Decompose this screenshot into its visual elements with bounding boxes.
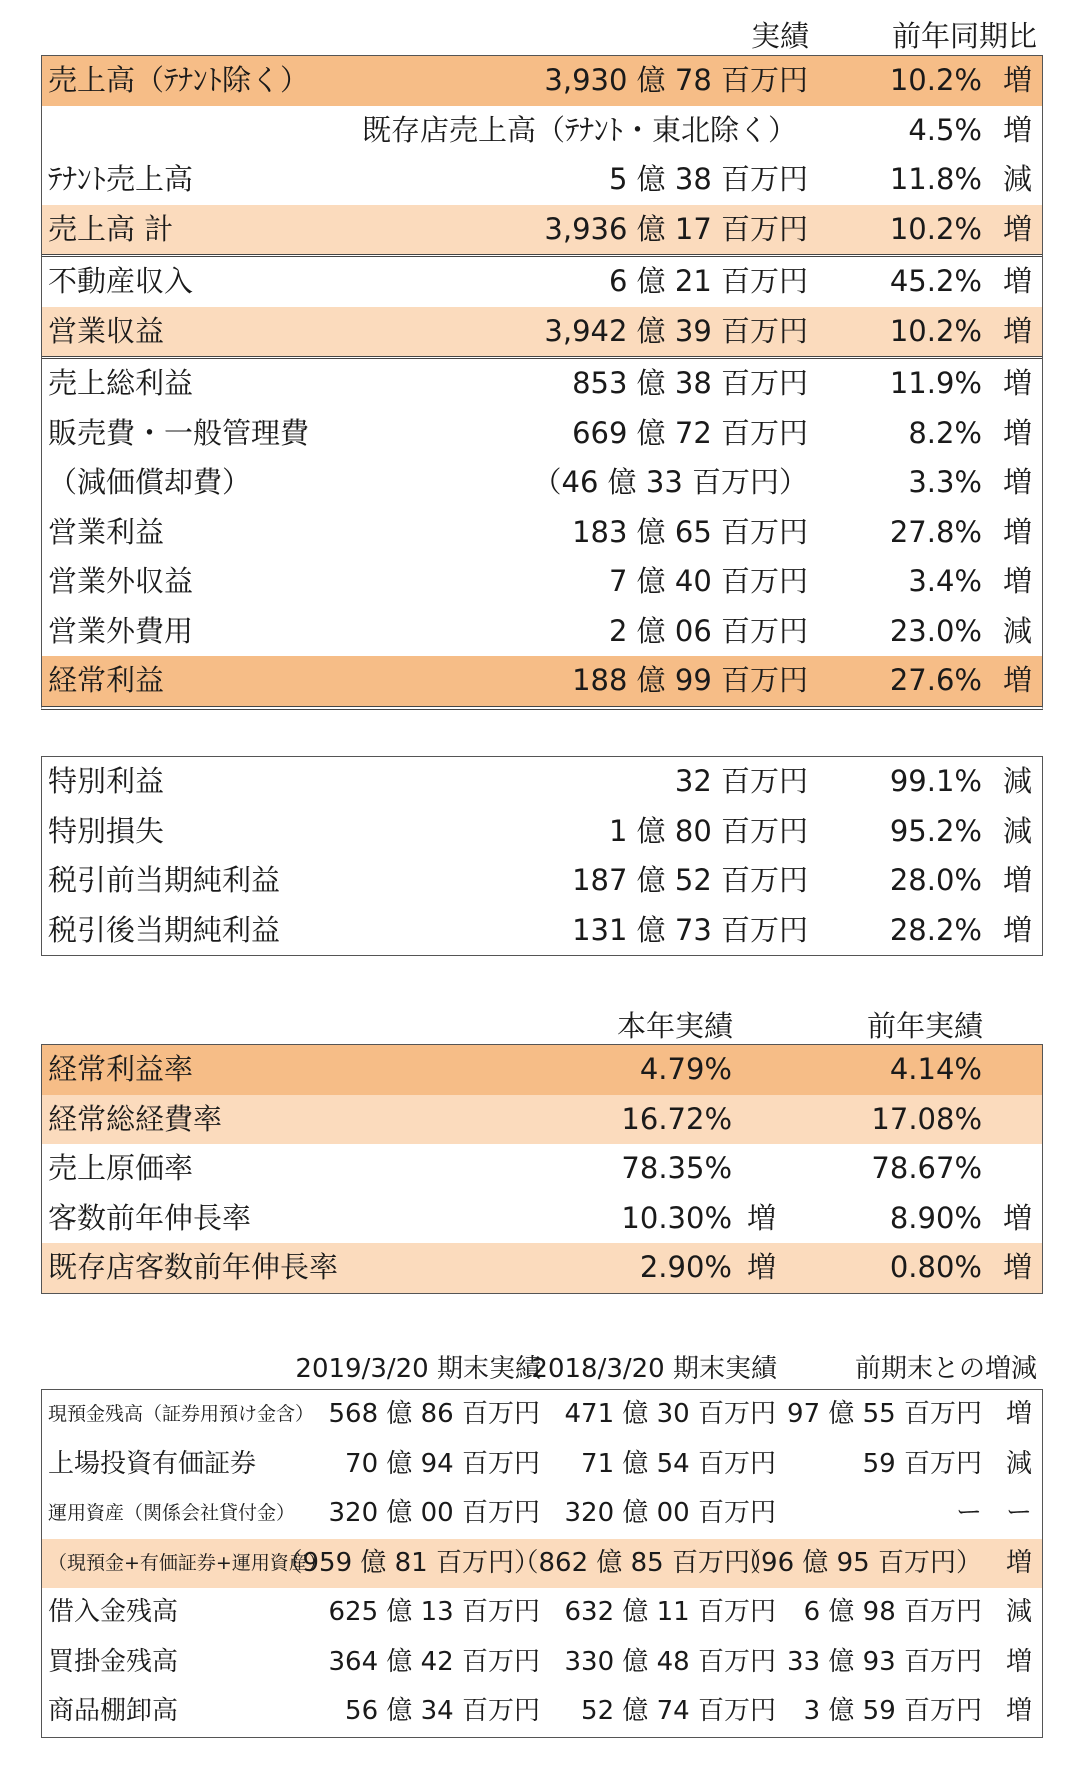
income-table: [41, 55, 1043, 710]
row-direction: 減: [1002, 162, 1032, 196]
row-col1: 56 億 34 百万円: [345, 1696, 540, 1726]
row-current-direction: 増: [746, 1200, 776, 1235]
row-percent: 3.4%: [908, 564, 982, 598]
header-ratios: [41, 1000, 1043, 1044]
row-percent: 28.0%: [889, 863, 982, 897]
row-col1: 568 億 86 百万円: [328, 1399, 540, 1429]
row-previous-direction: 増: [1002, 1200, 1032, 1235]
row-label: 特別利益: [48, 764, 165, 798]
row-direction: 増: [1002, 514, 1032, 549]
ratios-table: [41, 1044, 1043, 1294]
row-col4: 増: [1005, 1696, 1032, 1726]
row-label: 経常総経費率: [48, 1101, 223, 1136]
row-col2: 330 億 48 百万円: [564, 1646, 776, 1677]
table-row: [42, 106, 1042, 156]
table-row: [42, 1095, 1042, 1145]
row-col2: 632 億 11 百万円: [564, 1597, 776, 1627]
row-label: 買掛金残高: [48, 1646, 179, 1677]
table-row: [42, 757, 1042, 807]
row-label: 借入金残高: [48, 1597, 179, 1627]
header-previous: 前年実績: [866, 1009, 983, 1043]
row-col1: 320 億 00 百万円: [328, 1498, 540, 1528]
header-yoy: 前年同期比: [891, 19, 1037, 53]
row-label: 営業外収益: [48, 564, 194, 598]
row-percent: 45.2%: [889, 264, 982, 298]
row-amount: 1 億 80 百万円: [608, 813, 808, 848]
table-row: [42, 906, 1042, 956]
row-col1: （959 億 81 百万円）: [276, 1547, 540, 1578]
table-row: [42, 1243, 1042, 1293]
row-col2: 320 億 00 百万円: [564, 1498, 776, 1528]
row-label: 現預金残高（証券用預け金含）: [48, 1403, 315, 1425]
table-row: [42, 607, 1042, 657]
row-percent: 99.1%: [889, 764, 982, 798]
row-label: 運用資産（関係会社貸付金）: [48, 1502, 296, 1524]
row-direction: 減: [1002, 613, 1032, 648]
row-label: 販売費・一般管理費: [48, 415, 310, 450]
row-current: 10.30%: [621, 1200, 732, 1235]
row-percent: 10.2%: [889, 313, 982, 348]
row-col3: 3 億 59 百万円: [803, 1696, 982, 1726]
row-amount: 32 百万円: [674, 764, 808, 798]
row-col4: 減: [1005, 1448, 1032, 1479]
row-percent: 23.0%: [889, 613, 982, 648]
row-amount: 3,942 億 39 百万円: [544, 313, 808, 348]
table-row: [42, 1194, 1042, 1244]
row-amount: 6 億 21 百万円: [608, 264, 808, 298]
header-income: [41, 10, 1043, 54]
row-col3: 33 億 93 百万円: [787, 1646, 982, 1677]
row-direction: 増: [1002, 912, 1032, 947]
row-amount: 188 億 99 百万円: [572, 663, 808, 697]
row-direction: 増: [1002, 415, 1032, 450]
row-label: 経常利益: [48, 663, 165, 697]
row-col4: 増: [1005, 1646, 1032, 1677]
row-sublabel: 既存店売上高（ﾃﾅﾝﾄ・東北除く）: [362, 112, 798, 147]
row-percent: 11.9%: [889, 366, 982, 400]
table-row: [42, 1390, 1042, 1440]
row-col1: 625 億 13 百万円: [328, 1597, 540, 1627]
row-direction: 減: [1002, 813, 1032, 848]
row-label: 売上高（ﾃﾅﾝﾄ除く）: [48, 63, 310, 97]
row-label: （減価償却費）: [48, 465, 252, 499]
row-amount: 7 億 40 百万円: [608, 564, 808, 598]
row-percent: 28.2%: [889, 912, 982, 947]
row-col2: 471 億 30 百万円: [564, 1399, 776, 1429]
header-current: 本年実績: [616, 1009, 733, 1043]
row-label: ﾃﾅﾝﾄ売上高: [48, 162, 194, 196]
row-previous: 0.80%: [889, 1250, 982, 1284]
row-amount: （46 億 33 百万円）: [532, 465, 808, 499]
row-col4: 増: [1005, 1399, 1032, 1429]
row-label: 既存店客数前年伸長率: [48, 1250, 339, 1284]
table-row: [42, 1687, 1042, 1737]
row-col3: 6 億 98 百万円: [803, 1597, 982, 1627]
row-col3: （96 億 95 百万円）: [735, 1547, 982, 1578]
row-percent: 10.2%: [889, 211, 982, 246]
row-percent: 4.5%: [908, 112, 982, 147]
extraordinary-table: [41, 756, 1043, 956]
row-current: 4.79%: [639, 1052, 732, 1086]
row-col3: 97 億 55 百万円: [787, 1399, 982, 1429]
row-direction: 増: [1002, 366, 1032, 400]
row-label: 上場投資有価証券: [48, 1448, 257, 1479]
table-row: [42, 656, 1042, 706]
row-previous: 78.67%: [871, 1151, 982, 1185]
row-label: 商品棚卸高: [48, 1696, 179, 1726]
row-direction: 増: [1002, 564, 1032, 598]
table-row: [42, 254, 1042, 307]
row-label: 売上原価率: [48, 1151, 194, 1185]
row-amount: 183 億 65 百万円: [572, 514, 808, 549]
table-row: [42, 508, 1042, 558]
row-current: 2.90%: [639, 1250, 732, 1284]
row-col2: 71 億 54 百万円: [581, 1448, 776, 1479]
row-label: 特別損失: [48, 813, 165, 848]
header-actual: 実績: [750, 19, 809, 53]
row-direction: 減: [1002, 764, 1032, 798]
row-col4: ー: [1005, 1498, 1032, 1528]
header-col3: 前期末との増減: [854, 1354, 1037, 1384]
row-label: （現預金+有価証券+運用資産）: [48, 1551, 327, 1574]
row-label: 営業外費用: [48, 613, 194, 648]
table-row: [42, 409, 1042, 459]
table-row: [42, 1638, 1042, 1688]
row-label: 税引後当期純利益: [48, 912, 281, 947]
row-amount: 5 億 38 百万円: [608, 162, 808, 196]
row-label: 売上高 計: [48, 211, 174, 246]
row-direction: 増: [1002, 863, 1032, 897]
header-col2: 2018/3/20 期末実績: [531, 1354, 777, 1384]
row-label: 売上総利益: [48, 366, 194, 400]
row-col1: 70 億 94 百万円: [345, 1448, 540, 1479]
row-label: 不動産収入: [48, 264, 194, 298]
row-col2: （862 億 85 百万円）: [512, 1547, 776, 1578]
row-percent: 27.8%: [889, 514, 982, 549]
row-percent: 8.2%: [908, 415, 982, 450]
row-percent: 3.3%: [908, 465, 982, 499]
row-percent: 95.2%: [889, 813, 982, 848]
table-row: [42, 1588, 1042, 1638]
table-row: [42, 458, 1042, 508]
row-col4: 減: [1005, 1597, 1032, 1627]
table-row: [42, 1539, 1042, 1589]
table-row: [42, 1144, 1042, 1194]
row-current: 16.72%: [621, 1101, 732, 1136]
row-direction: 増: [1002, 211, 1032, 246]
table-row: [42, 856, 1042, 906]
table-row: [42, 807, 1042, 857]
row-direction: 増: [1002, 663, 1032, 697]
row-amount: 669 億 72 百万円: [572, 415, 808, 450]
header-col1: 2019/3/20 期末実績: [295, 1354, 541, 1384]
row-percent: 10.2%: [889, 63, 982, 97]
row-amount: 3,930 億 78 百万円: [544, 63, 808, 97]
row-previous: 8.90%: [889, 1200, 982, 1235]
row-percent: 27.6%: [889, 663, 982, 697]
row-amount: 131 億 73 百万円: [572, 912, 808, 947]
row-col2: 52 億 74 百万円: [581, 1696, 776, 1726]
row-col1: 364 億 42 百万円: [328, 1646, 540, 1677]
row-amount: 853 億 38 百万円: [572, 366, 808, 400]
row-label: 営業収益: [48, 313, 165, 348]
row-direction: 増: [1002, 313, 1032, 348]
row-col3: ー: [955, 1498, 982, 1528]
row-current-direction: 増: [746, 1250, 776, 1284]
row-col3: 59 百万円: [862, 1448, 982, 1479]
row-percent: 11.8%: [889, 162, 982, 196]
table-row: [42, 205, 1042, 255]
balance-table: [41, 1389, 1043, 1738]
row-label: 営業利益: [48, 514, 165, 549]
table-row: [42, 1489, 1042, 1539]
table-row: [42, 56, 1042, 106]
row-label: 経常利益率: [48, 1052, 194, 1086]
row-current: 78.35%: [621, 1151, 732, 1185]
row-direction: 増: [1002, 465, 1032, 499]
row-amount: 2 億 06 百万円: [608, 613, 808, 648]
row-previous-direction: 増: [1002, 1250, 1032, 1284]
row-amount: 3,936 億 17 百万円: [544, 211, 808, 246]
table-row: [42, 356, 1042, 409]
table-row: [42, 155, 1042, 205]
row-direction: 増: [1002, 112, 1032, 147]
table-row: [42, 1045, 1042, 1095]
table-row: [42, 557, 1042, 607]
row-col4: 増: [1005, 1547, 1032, 1578]
table-row: [42, 307, 1042, 357]
row-label: 客数前年伸長率: [48, 1200, 252, 1235]
row-previous: 4.14%: [889, 1052, 982, 1086]
row-direction: 増: [1002, 264, 1032, 298]
table-row: [42, 1440, 1042, 1490]
header-balance: [41, 1344, 1043, 1388]
row-previous: 17.08%: [871, 1101, 982, 1136]
row-label: 税引前当期純利益: [48, 863, 281, 897]
row-direction: 増: [1002, 63, 1032, 97]
row-amount: 187 億 52 百万円: [572, 863, 808, 897]
